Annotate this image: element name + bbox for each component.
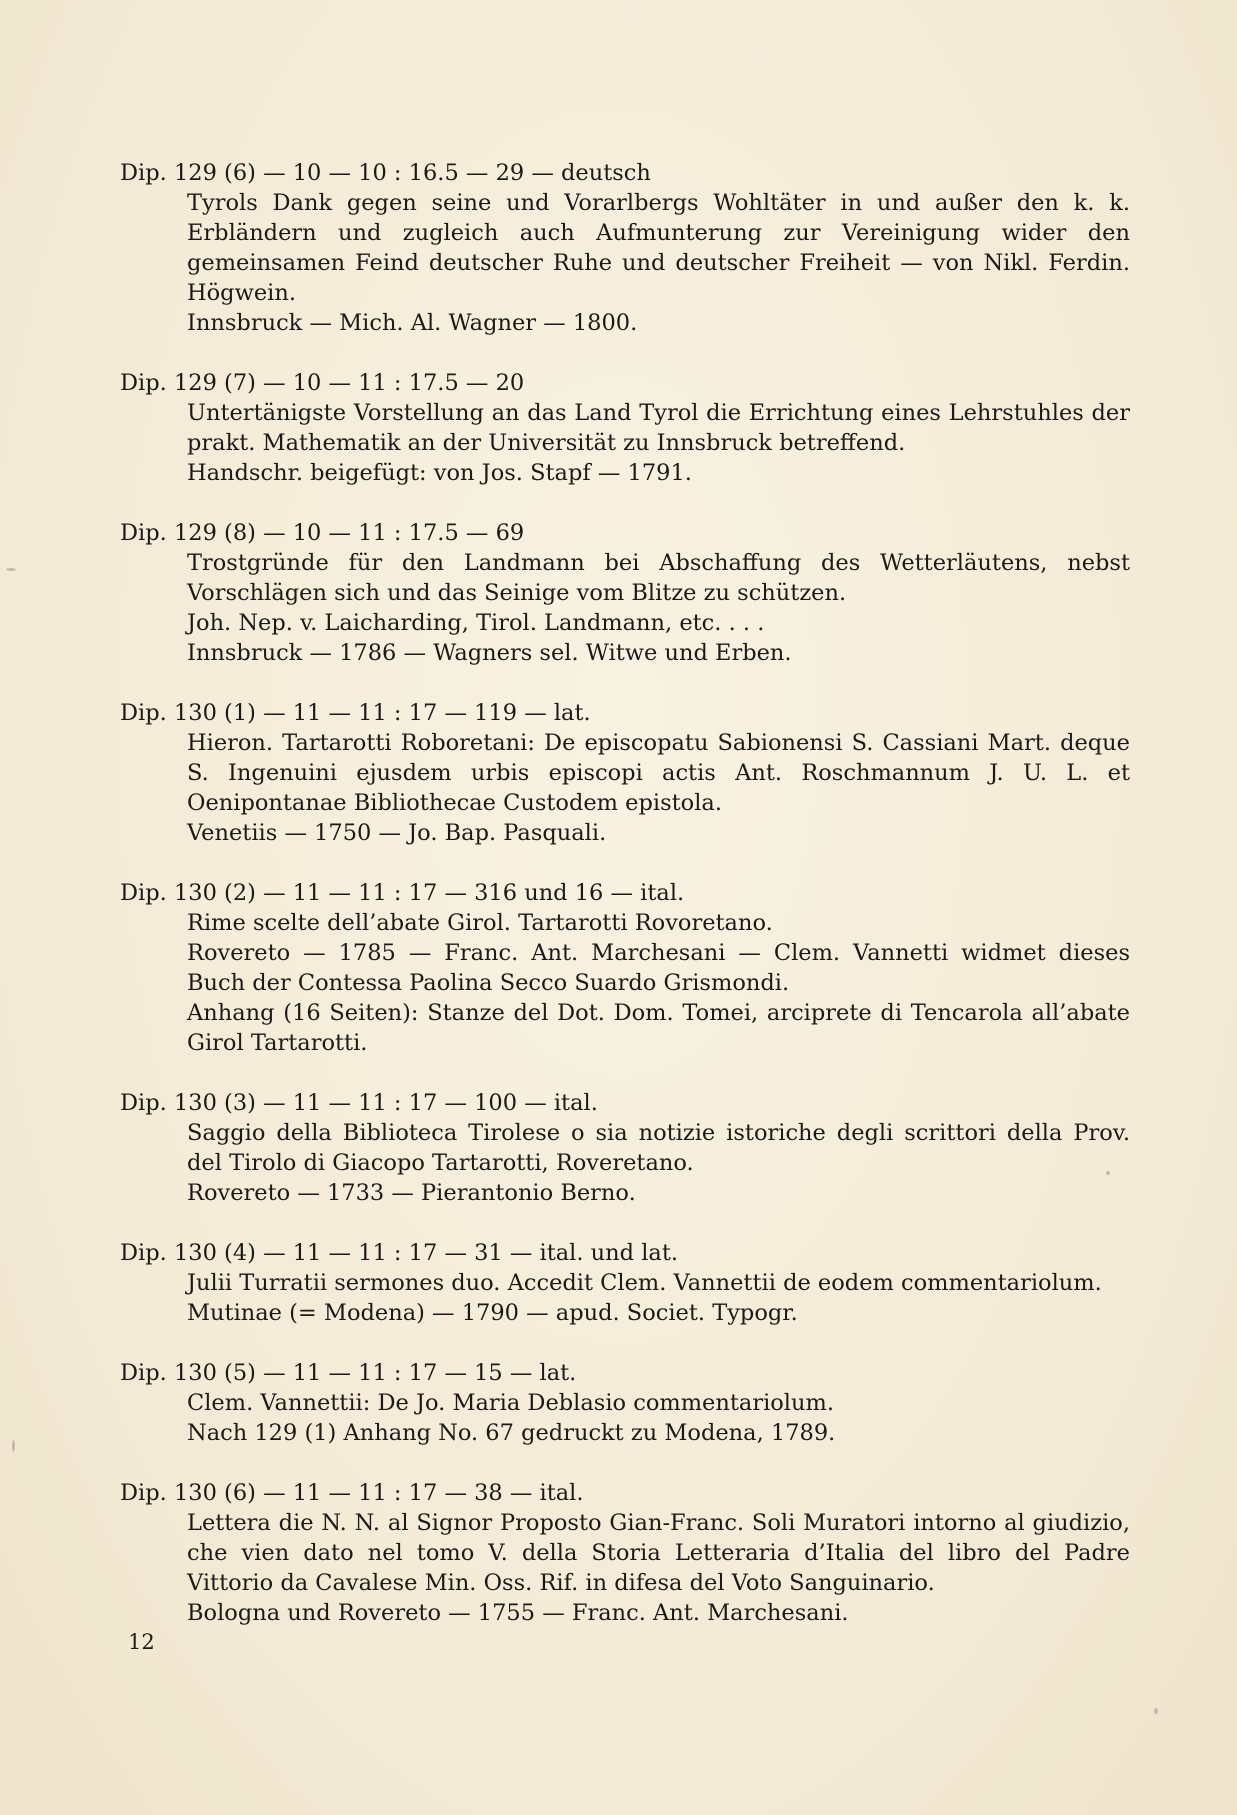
- entry-heading: Dip. 130 (4) — 11 — 11 : 17 — 31 — ital. und lat.: [120, 1240, 679, 1266]
- entry-title: Lettera die N. N. al Signor Proposto Gian-Franc. Soli Muratori intorno al giudizio, che vien dato nel tomo V. della Storia Letteraria d’Italia del libro del Padre Vittorio da Cavalese Min. Oss. Rif. in difesa del Voto Sanguinario.: [187, 1510, 1130, 1596]
- entry-title: Clem. Vannettii: De Jo. Maria Deblasio commentariolum.: [187, 1390, 834, 1416]
- catalog-entry: [120, 368, 1130, 488]
- entry-title: Hieron. Tartarotti Roboretani: De episcopatu Sabionensi S. Cassiani Mart. deque S. Ingenuini ejusdem urbis episcopi actis Ant. Roschmannum J. U. L. et Oenipontanae Bibliothecae Custodem epistola.: [187, 730, 1130, 816]
- entry-imprint: Innsbruck — Mich. Al. Wagner — 1800.: [187, 310, 638, 336]
- entry-heading: Dip. 130 (3) — 11 — 11 : 17 — 100 — ital.: [120, 1090, 598, 1116]
- entry-title: Trostgründe für den Landmann bei Abschaffung des Wetterläutens, nebst Vorschlägen sich und das Seinige vom Blitze zu schützen.: [187, 550, 1130, 606]
- entry-heading: Dip. 130 (1) — 11 — 11 : 17 — 119 — lat.: [120, 700, 591, 726]
- entry-heading: Dip. 129 (6) — 10 — 10 : 16.5 — 29 — deutsch: [120, 160, 651, 186]
- catalog-entry: [120, 1358, 1130, 1448]
- entry-title: Tyrols Dank gegen seine und Vorarlbergs Wohltäter in und außer den k. k. Erbländern und zugleich auch Aufmunterung zur Vereinigung wider den gemeinsamen Feind deutscher Ruhe und deutscher Freiheit — von Nikl. Ferdin. Högwein.: [187, 190, 1130, 306]
- catalog-entries: [120, 158, 1130, 1658]
- catalog-entry: [120, 878, 1130, 1058]
- entry-imprint: Mutinae (= Modena) — 1790 — apud. Societ. Typogr.: [187, 1300, 798, 1326]
- entry-heading: Dip. 129 (8) — 10 — 11 : 17.5 — 69: [120, 520, 525, 546]
- entry-imprint: Rovereto — 1785 — Franc. Ant. Marchesani — Clem. Vannetti widmet dieses Buch der Contessa Paolina Secco Suardo Grismondi.: [187, 940, 1130, 996]
- entry-title: Saggio della Biblioteca Tirolese o sia notizie istoriche degli scrittori della Prov. del Tirolo di Giacopo Tartarotti, Roveretano.: [187, 1120, 1130, 1176]
- entry-appendix: Anhang (16 Seiten): Stanze del Dot. Dom. Tomei, arciprete di Tencarola all’abate Girol Tartarotti.: [187, 1000, 1130, 1056]
- entry-title: Untertänigste Vorstellung an das Land Tyrol die Errichtung eines Lehrstuhles der prakt. Mathematik an der Universität zu Innsbruck betreffend.: [187, 400, 1130, 456]
- paper-speck: [1154, 1708, 1158, 1714]
- entry-imprint: Innsbruck — 1786 — Wagners sel. Witwe und Erben.: [187, 640, 792, 666]
- entry-note: Handschr. beigefügt: von Jos. Stapf — 1791.: [187, 460, 692, 486]
- entry-heading: Dip. 129 (7) — 10 — 11 : 17.5 — 20: [120, 370, 525, 396]
- page-number: 12: [128, 1630, 155, 1654]
- paper-speck: [6, 568, 16, 571]
- catalog-entry: [120, 518, 1130, 668]
- entry-heading: Dip. 130 (6) — 11 — 11 : 17 — 38 — ital.: [120, 1480, 584, 1506]
- entry-heading: Dip. 130 (2) — 11 — 11 : 17 — 316 und 16 — ital.: [120, 880, 685, 906]
- entry-heading: Dip. 130 (5) — 11 — 11 : 17 — 15 — lat.: [120, 1360, 577, 1386]
- paper-speck: [1106, 1171, 1110, 1175]
- entry-author: Joh. Nep. v. Laicharding, Tirol. Landmann, etc. . . .: [187, 610, 765, 636]
- entry-note: Nach 129 (1) Anhang No. 67 gedruckt zu Modena, 1789.: [187, 1420, 836, 1446]
- catalog-entry: [120, 1478, 1130, 1628]
- paper-speck: [12, 1440, 15, 1452]
- entry-title: Julii Turratii sermones duo. Accedit Clem. Vannettii de eodem commentariolum.: [187, 1270, 1102, 1296]
- entry-imprint: Venetiis — 1750 — Jo. Bap. Pasquali.: [187, 820, 607, 846]
- entry-imprint: Rovereto — 1733 — Pierantonio Berno.: [187, 1180, 636, 1206]
- catalog-entry: [120, 158, 1130, 338]
- catalog-entry: [120, 698, 1130, 848]
- entry-title: Rime scelte dell’abate Girol. Tartarotti Rovoretano.: [187, 910, 773, 936]
- entry-imprint: Bologna und Rovereto — 1755 — Franc. Ant. Marchesani.: [187, 1600, 849, 1626]
- catalog-entry: [120, 1238, 1130, 1328]
- catalog-entry: [120, 1088, 1130, 1208]
